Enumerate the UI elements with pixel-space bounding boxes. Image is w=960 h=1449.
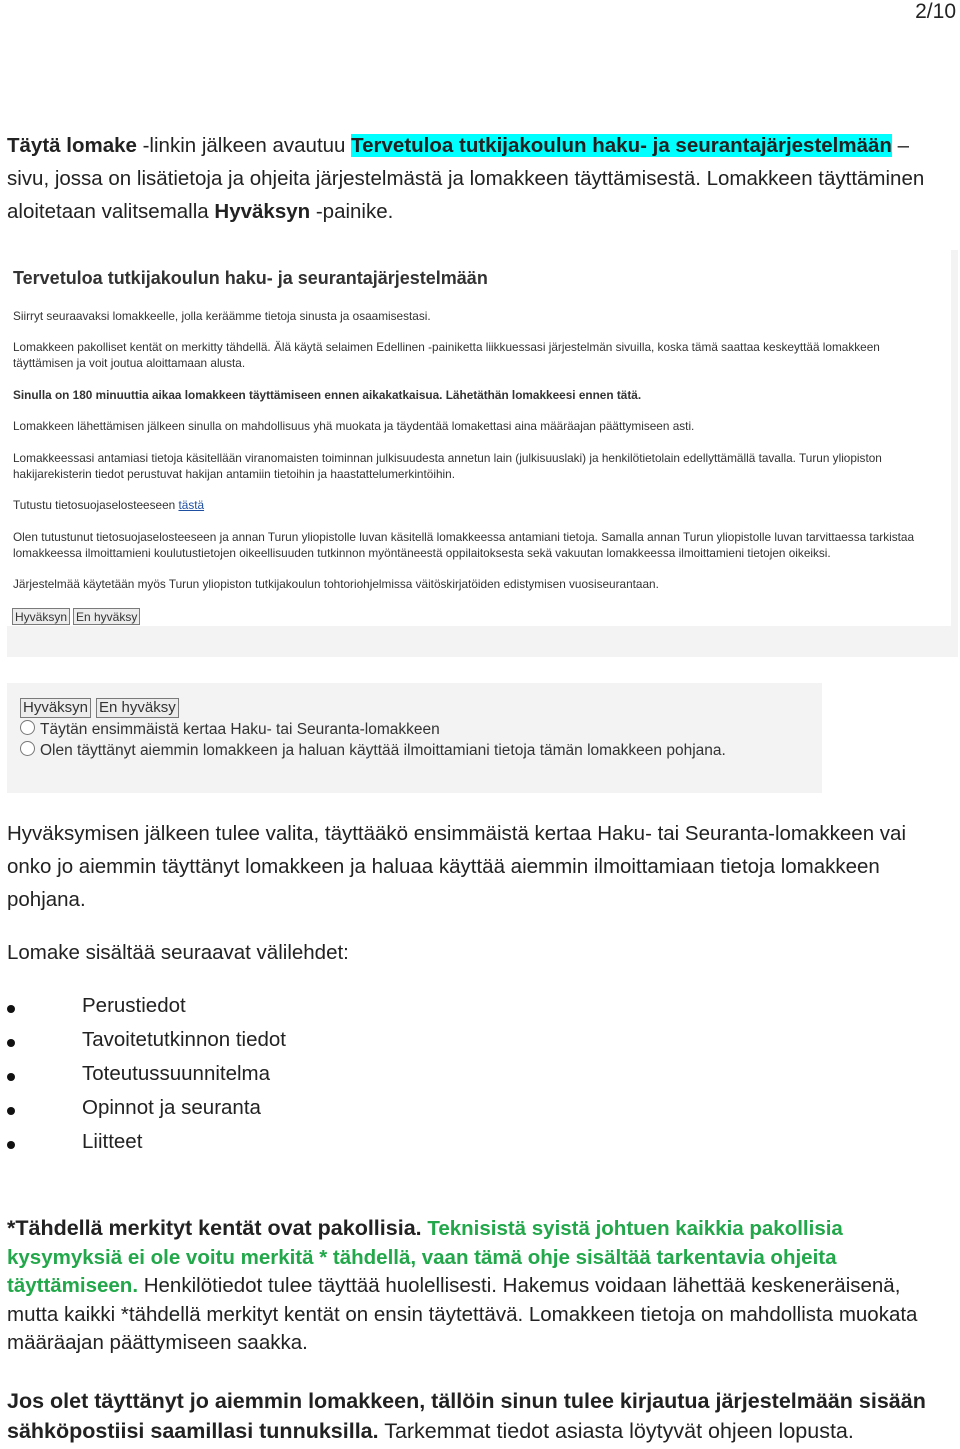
welcome-panel — [7, 250, 951, 626]
intro-highlight: Tervetuloa tutkijakoulun haku- ja seurantajärjestelmään — [351, 134, 892, 157]
bullet-icon — [7, 1039, 15, 1047]
welcome-line-1: Siirryt seuraavaksi lomakkeelle, jolla keräämme tietoja sinusta ja osaamisestasi. — [13, 309, 431, 323]
decline-button-large[interactable]: En hyväksy — [96, 698, 179, 718]
list-item-label: Opinnot ja seuranta — [82, 1096, 261, 1119]
required-note-text: Henkilötiedot tulee täyttää huolellisesti. Hakemus voidaan lähettää keskeneräisenä, mutta kaikki *tähdellä merkityt kentät on ensin täytettävä. Lomakkeen tietoja on mahdollista muokata määräajan päättymiseen saakka. — [7, 1274, 918, 1354]
welcome-line-8: Järjestelmää käytetään myös Turun yliopiston tutkijakoulun tohtoriohjelmissa väitöskirjatöiden edistymisen vuosiseurantaan. — [13, 577, 659, 591]
welcome-screenshot — [7, 250, 958, 657]
list-item-label: Liitteet — [82, 1130, 143, 1153]
privacy-link[interactable]: tästä — [178, 498, 205, 512]
paragraph-login-info — [7, 1386, 953, 1446]
list-item-label: Tavoitetutkinnon tiedot — [82, 1028, 286, 1051]
required-note-bold: *Tähdellä merkityt kentät ovat pakollisia. — [7, 1216, 422, 1240]
privacy-text: Tutustu tietosuojaselosteeseen — [13, 498, 179, 512]
login-info-text: Tarkemmat tiedot asiasta löytyvät ohjeen lopusta. — [378, 1419, 854, 1443]
paragraph-required-fields — [7, 1214, 953, 1358]
welcome-title: Tervetuloa tutkijakoulun haku- ja seurantajärjestelmään — [13, 268, 488, 288]
bullet-icon — [7, 1005, 15, 1013]
welcome-line-6 — [13, 497, 933, 513]
radio-first-time[interactable] — [20, 720, 440, 739]
radio-circle-icon[interactable] — [20, 720, 35, 735]
welcome-line-7: Olen tutustunut tietosuojaselosteeseen ja annan Turun yliopistolle luvan käsitellä lomakkeessa antamiani tietoja. Samalla annan Turun yliopistolle luvan tarvittaessa tarkistaa lomakkeessa ilmoittamieni koulutustietojen oikeellisuuden tutkinnon myöntäneestä oppilaitoksesta sekä vakuutan lomakkeessa ilmoittamieni tietojen oikeiksi. — [13, 530, 915, 560]
intro-text: -linkin jälkeen avautuu — [136, 134, 352, 157]
bullet-icon — [7, 1107, 15, 1115]
intro-text-3: -painike. — [310, 200, 394, 223]
login-info-bold: Jos olet täyttänyt jo aiemmin lomakkeen, tällöin sinun tulee kirjautua järjestelmään sisään sähköpostiisi saamillasi tunnuksilla. — [7, 1389, 926, 1443]
list-item-label: Toteutussuunnitelma — [82, 1062, 271, 1085]
form-choice-screenshot — [7, 683, 822, 793]
required-note-green: Teknisistä syistä johtuen kaikkia pakollisia kysymyksiä ei ole voitu merkitä * tähdellä, vaan tämä ohje sisältää tarkentavia ohjeita täyttämiseen. — [7, 1217, 843, 1297]
radio-circle-icon[interactable] — [20, 741, 35, 756]
decline-button[interactable]: En hyväksy — [73, 608, 140, 625]
welcome-line-2: Lomakkeen pakolliset kentät on merkitty tähdellä. Älä käytä selaimen Edellinen -painiketta liikkuessasi järjestelmän sivuilla, koska tämä saattaa keskeyttää lomakkeen täyttämisen ja voit joutua aloittamaan alusta. — [13, 340, 880, 370]
intro-bold-button-name: Hyväksyn — [214, 200, 311, 223]
welcome-line-4: Lomakkeen lähettämisen jälkeen sinulla on mahdollisuus yhä muokata ja täydentää lomakettasi aina määräajan päättymiseen asti. — [13, 419, 695, 433]
accept-button[interactable]: Hyväksyn — [12, 608, 70, 625]
paragraph-selection-info: Hyväksymisen jälkeen tulee valita, täyttääkö ensimmäistä kertaa Haku- tai Seuranta-lomakkeen vai onko jo aiemmin täyttänyt lomakkeen ja haluaa käyttää aiemmin ilmoittamiaan tietoja lomakkeen pohjana. — [7, 822, 906, 911]
page-number: 2/10 — [915, 0, 956, 23]
paragraph-tabs-intro: Lomake sisältää seuraavat välilehdet: — [7, 941, 349, 964]
accept-button-large[interactable]: Hyväksyn — [20, 698, 91, 718]
intro-bold-link-name: Täytä lomake — [7, 134, 137, 157]
welcome-line-5: Lomakkeessasi antamiasi tietoja käsitellään viranomaisten toiminnan julkisuudesta annetun lain (julkisuuslaki) ja henkilötietolain edellyttämällä tavalla. Turun yliopiston hakijarekisterin tiedot perustuvat hakijan antamiin tietoihin ja haastattelumerkintöihin. — [13, 451, 882, 481]
list-item-label: Perustiedot — [82, 994, 186, 1017]
radio-previous[interactable] — [20, 741, 726, 760]
radio-previous-label: Olen täyttänyt aiemmin lomakkeen ja haluan käyttää ilmoittamiani tietoja tämän lomakkeen pohjana. — [40, 742, 726, 759]
welcome-line-3: Sinulla on 180 minuuttia aikaa lomakkeen täyttämiseen ennen aikakatkaisua. Lähetäthän lomakkeesi ennen tätä. — [13, 388, 642, 402]
radio-first-time-label: Täytän ensimmäistä kertaa Haku- tai Seuranta-lomakkeen — [40, 721, 440, 738]
intro-paragraph — [7, 129, 953, 228]
bullet-icon — [7, 1073, 15, 1081]
intro-text-2: – sivu, jossa on lisätietoja ja ohjeita järjestelmästä ja lomakkeen täyttämisestä. Lomakkeen täyttäminen aloitetaan valitsemalla — [7, 134, 925, 223]
bullet-icon — [7, 1141, 15, 1149]
